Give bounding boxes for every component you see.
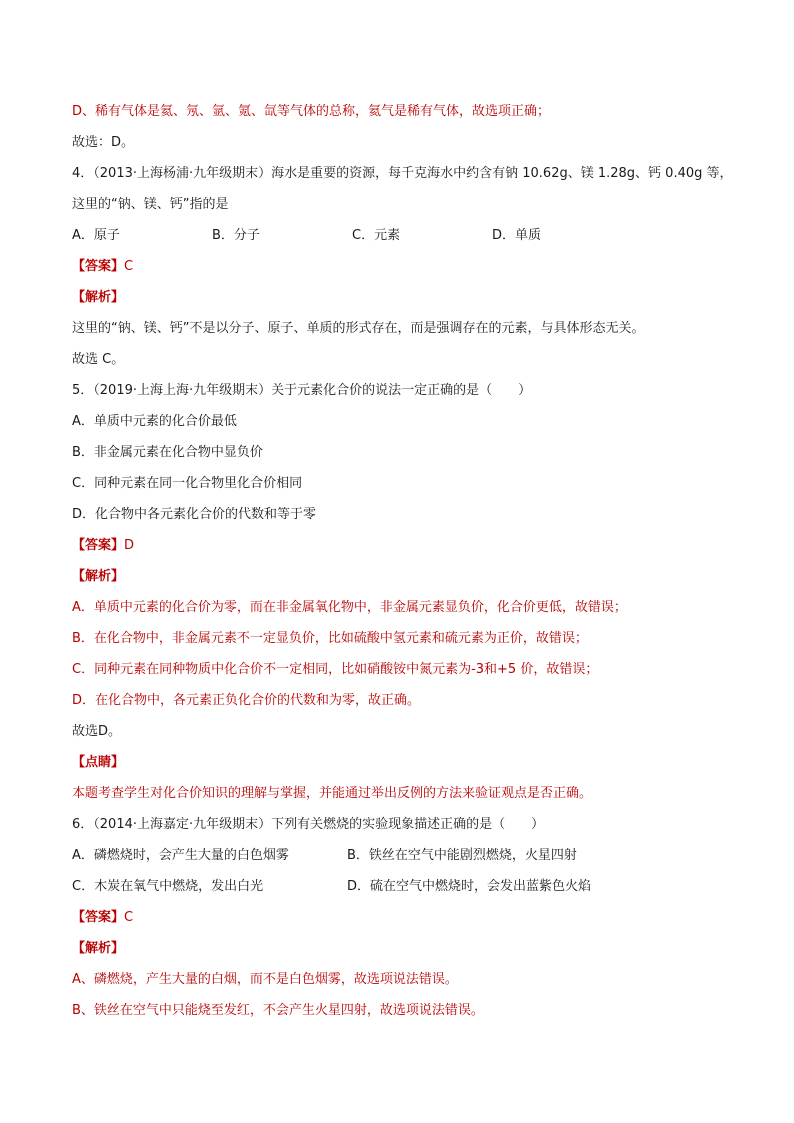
q5-option-c: C．同种元素在同一化合物里化合价相同 (72, 476, 303, 491)
q4-stem-line2: 这里的“钠、镁、钙”指的是 (72, 197, 229, 212)
q4-option-a: A．原子 (72, 228, 120, 243)
q6-analysis-b: B、铁丝在空气中只能烧至发红，不会产生火星四射，故选项说法错误。 (72, 1003, 484, 1018)
prev-explanation-d: D、稀有气体是氦、氖、氩、氪、氙等气体的总称，氦气是稀有气体，故选项正确； (72, 104, 551, 119)
q6-answer (72, 902, 732, 933)
q5-option-d: D．化合物中各元素化合价的代数和等于零 (72, 507, 317, 522)
q5-analysis-b: B．在化合物中，非金属元素不一定显负价，比如硫酸中氢元素和硫元素为正价，故错误； (72, 631, 588, 646)
q4-choice: 故选 C。 (72, 352, 125, 367)
answer-value: C (124, 259, 134, 274)
prev-choice: 故选：D。 (72, 135, 135, 150)
q4-analysis-tag: 【解析】 (72, 290, 125, 305)
q4-options (72, 220, 732, 251)
q4-analysis: 这里的“钠、镁、钙”不是以分子、原子、单质的形式存在，而是强调存在的元素，与具体形态无关。 (72, 321, 645, 336)
q5-comment-tag: 【点睛】 (72, 755, 125, 770)
q6-option-a: A．磷燃烧时，会产生大量的白色烟雾 (72, 848, 289, 863)
q6-analysis-tag: 【解析】 (72, 941, 125, 956)
q6-options-row2 (72, 871, 732, 902)
q5-answer (72, 530, 732, 561)
answer-value: D (124, 538, 135, 553)
q6-option-d: D．硫在空气中燃烧时，会发出蓝紫色火焰 (347, 879, 592, 894)
q4-stem-line1: 4．（2013·上海杨浦·九年级期末）海水是重要的资源，每千克海水中约含有钠 10.62g、镁 1.28g、钙 0.40g 等， (72, 166, 733, 181)
q4-option-c: C．元素 (352, 228, 401, 243)
q6-stem: 6．（2014·上海嘉定·九年级期末）下列有关燃烧的实验现象描述正确的是（ ） (72, 817, 545, 832)
q6-option-b: B．铁丝在空气中能剧烈燃烧，火星四射 (347, 848, 577, 863)
q5-analysis-c: C．同种元素在同种物质中化合价不一定相同，比如硝酸铵中氮元素为-3和+5 价，故错误； (72, 662, 599, 677)
answer-tag: 【答案】 (72, 538, 125, 553)
q4-answer (72, 251, 732, 282)
q5-option-b: B．非金属元素在化合物中显负价 (72, 445, 263, 460)
q5-analysis-a: A．单质中元素的化合价为零，而在非金属氧化物中，非金属元素显负价，化合价更低，故错误； (72, 600, 627, 615)
q6-option-c: C．木炭在氧气中燃烧，发出白光 (72, 879, 264, 894)
q5-choice: 故选D。 (72, 724, 122, 739)
q4-option-b: B．分子 (212, 228, 260, 243)
answer-value: C (124, 910, 134, 925)
q5-analysis-d: D．在化合物中，各元素正负化合价的代数和为零，故正确。 (72, 693, 421, 708)
answer-tag: 【答案】 (72, 259, 125, 274)
q5-option-a: A．单质中元素的化合价最低 (72, 414, 237, 429)
document-page (72, 96, 732, 1026)
q5-analysis-tag: 【解析】 (72, 569, 125, 584)
q6-analysis-a: A、磷燃烧，产生大量的白烟，而不是白色烟雾，故选项说法错误。 (72, 972, 458, 987)
q5-stem: 5．（2019·上海上海·九年级期末）关于元素化合价的说法一定正确的是（ ） (72, 383, 532, 398)
q5-comment: 本题考查学生对化合价知识的理解与掌握，并能通过举出反例的方法来验证观点是否正确。 (72, 786, 593, 801)
q6-options-row1 (72, 840, 732, 871)
q4-option-d: D．单质 (492, 228, 542, 243)
answer-tag: 【答案】 (72, 910, 125, 925)
